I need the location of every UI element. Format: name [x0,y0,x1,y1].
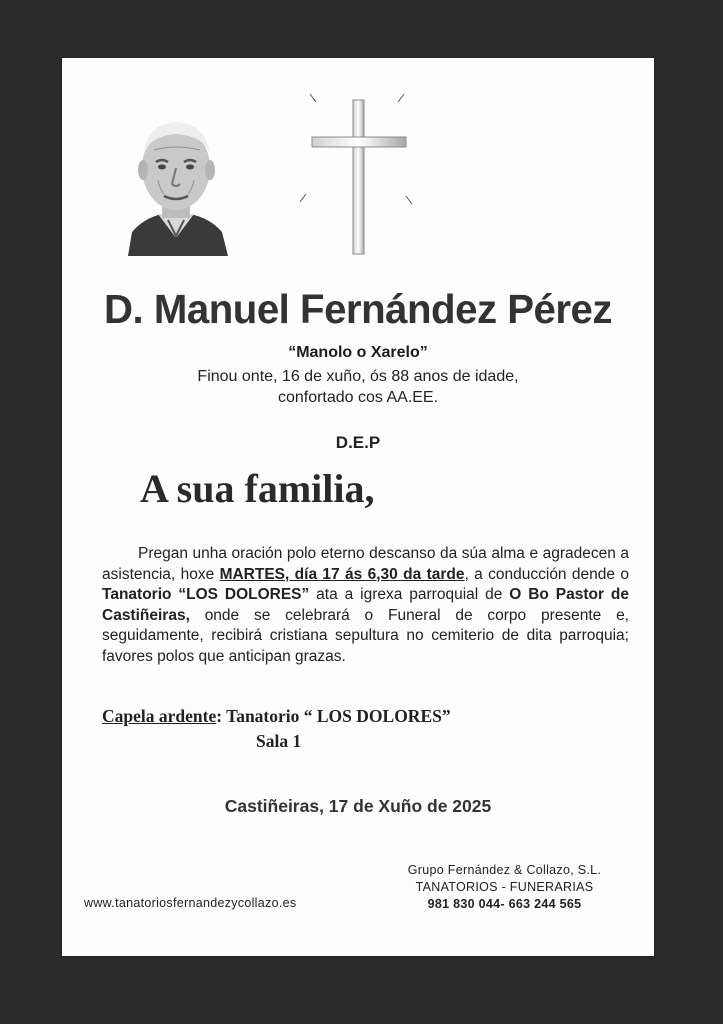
capela-line [102,706,451,727]
death-line: Finou onte, 16 de xuño, ós 88 anos de idade, [197,368,519,385]
capela-label: Capela ardente [102,706,217,726]
family-heading: A sua familia, [140,466,375,511]
deceased-nickname: “Manolo o Xarelo” [288,344,428,361]
dep-heading: D.E.P [335,433,381,452]
company-name: Grupo Fernández & Collazo, S.L. [407,863,602,877]
service-date-time: MARTES, día 17 ás 6,30 da tarde [219,565,465,583]
paragraph-text-1: Pregan unha oración polo eterno descanso da súa alma e agradecen a asistencia, hoxe [102,545,629,583]
deceased-name: D. Manuel Fernández Pérez [103,286,612,332]
deceased-portrait [124,110,228,256]
parish-name: O Bo Pastor de Castiñeiras, [102,586,629,624]
place-date: Castiñeiras, 17 de Xuño de 2025 [224,796,492,816]
tanatorio-name: Tanatorio “LOS DOLORES” [102,586,310,603]
capela-colon: : [216,706,227,726]
website-link[interactable]: www.tanatoriosfernandezycollazo.es [84,896,297,910]
company-services: TANATORIOS - FUNERARIAS [415,880,594,894]
cross-icon [300,92,420,258]
announcement-paragraph [102,544,629,667]
company-block [382,862,627,913]
capela-room: Sala 1 [256,731,302,751]
paragraph-text-2: , a conducción dende o [464,565,629,583]
company-phones: 981 830 044- 663 244 565 [427,897,582,911]
obituary-sheet [62,58,654,956]
capela-value: Tanatorio “ LOS DOLORES” [226,706,451,726]
paragraph-text-4: onde se celebrará o Funeral de corpo presente e, seguidamente, recibirá cristiana sepultura no cemiterio de dita parroquia; favores polos que anticipan grazas. [102,606,629,665]
sacraments-line: confortado cos AA.EE. [277,389,439,406]
paragraph-text-3: ata a igrexa parroquial de [309,586,510,603]
